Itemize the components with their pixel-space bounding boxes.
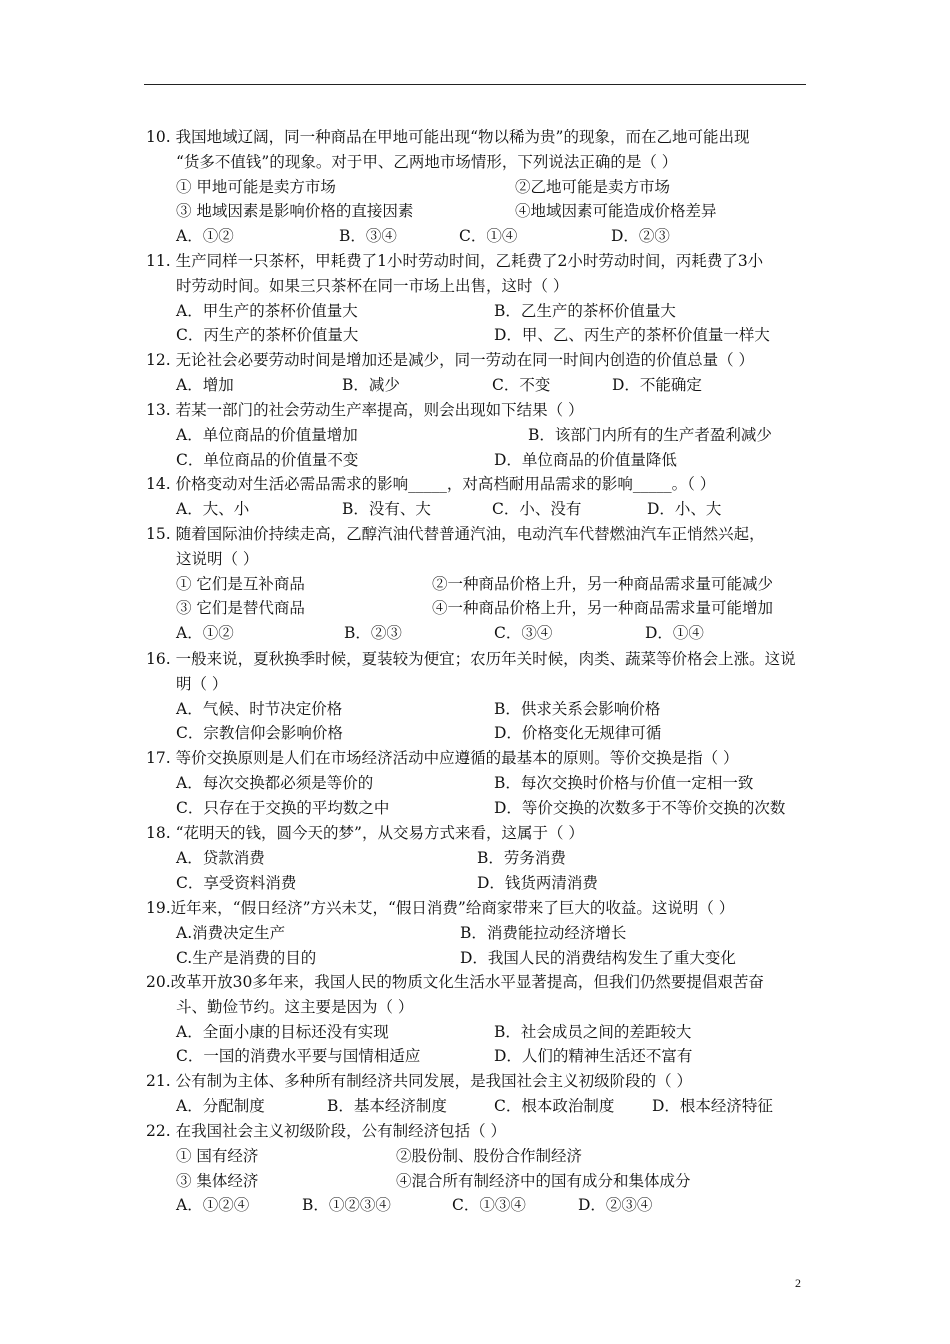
question-number: 13. [146,401,171,419]
option: C.生产是消费的目的 [176,948,317,967]
question-16 [146,647,810,746]
option: C．只存在于交换的平均数之中 [176,798,390,817]
option: A．全面小康的目标还没有实现 [176,1022,389,1041]
option: A.消费决定生产 [176,923,286,942]
option: B．②③ [344,624,402,643]
question-stem-line: 生产同样一只茶杯，甲耗费了1小时劳动时间，乙耗费了2小时劳动时间，丙耗费了3小 [175,252,764,270]
option: D．小、大 [647,499,722,518]
page-number: 2 [795,1276,801,1290]
option: C．宗教信仰会影响价格 [176,724,343,743]
option: C．不变 [492,375,551,394]
option: B．减少 [342,375,400,394]
question-stem-line: 我国地域辽阔，同一种商品在甲地可能出现“物以稀为贵”的现象，而在乙地可能出现 [175,128,750,146]
question-number: 14. [146,475,171,493]
question-number: 19. [146,899,171,917]
option: A．每次交换都必须是等价的 [176,773,374,792]
option: ④地域因素可能造成价格差异 [515,202,717,221]
option: D．根本经济特征 [652,1096,773,1115]
option: D．单位商品的价值量降低 [494,450,677,469]
option: B．消费能拉动经济增长 [460,923,627,942]
option: ②乙地可能是卖方市场 [515,177,671,196]
option: B．基本经济制度 [327,1096,447,1115]
option: C．①③④ [452,1196,526,1215]
question-number: 17. [146,749,171,767]
question-stem-line: 这说明（ ） [176,549,259,568]
question-number: 15. [146,525,171,543]
question-stem: 价格变动对生活必需品需求的影响_____，对高档耐用品需求的影响_____。（ ） [175,475,716,493]
question-stem: 在我国社会主义初级阶段，公有制经济包括（ ） [175,1122,507,1140]
question-stem: 等价交换原则是人们在市场经济活动中应遵循的最基本的原则。等价交换是指（ ） [175,749,739,767]
question-stem-line: 一般来说，夏秋换季时候，夏装较为便宜；农历年关时候，肉类、蔬菜等价格会上涨。这说 [175,650,796,668]
question-20 [146,970,810,1069]
question-stem-line: “货多不值钱”的现象。对于甲、乙两地市场情形，下列说法正确的是（ ） [176,152,678,171]
question-stem-line: 随着国际油价持续走高，乙醇汽油代替普通汽油，电动汽车代替燃油汽车正悄然兴起， [175,525,765,543]
option: B．①②③④ [302,1196,391,1215]
question-17 [146,746,810,820]
question-22 [146,1119,810,1218]
question-13 [146,398,810,472]
option: B．每次交换时价格与价值一定相一致 [494,773,754,792]
option: B．没有、大 [342,499,431,518]
option: ① 甲地可能是卖方市场 [176,177,336,196]
option: D．钱货两清消费 [477,873,598,892]
question-stem: 近年来，“假日经济”方兴未艾，“假日消费”给商家带来了巨大的收益。这说明（ ） [170,899,735,917]
question-10 [146,125,810,249]
option: ③ 它们是替代商品 [176,599,305,618]
option: C．根本政治制度 [494,1096,615,1115]
question-number: 10. [146,128,171,146]
option: A．贷款消费 [176,848,265,867]
option: ① 国有经济 [176,1146,259,1165]
option: A．①②④ [176,1196,250,1215]
option: D．②③④ [578,1196,653,1215]
option: A．①② [176,624,234,643]
question-stem-line: 斗、勤俭节约。这主要是因为（ ） [176,997,414,1016]
option: B．劳务消费 [477,848,566,867]
option: D．我国人民的消费结构发生了重大变化 [460,948,736,967]
question-stem: 若某一部门的社会劳动生产率提高，则会出现如下结果（ ） [175,401,584,419]
option: ④混合所有制经济中的国有成分和集体成分 [396,1171,691,1190]
question-number: 21. [146,1072,171,1090]
option: B．③④ [339,227,397,246]
option: C．③④ [494,624,553,643]
question-number: 22. [146,1122,171,1140]
option: D．价格变化无规律可循 [494,724,662,743]
option: D．人们的精神生活还不富有 [494,1047,693,1066]
option: C．小、没有 [492,499,582,518]
option: ③ 集体经济 [176,1171,259,1190]
option: B．乙生产的茶杯价值量大 [494,301,676,320]
option: ②一种商品价格上升，另一种商品需求量可能减少 [432,574,774,593]
question-stem: 无论社会必要劳动时间是增加还是减少，同一劳动在同一时间内创造的价值总量（ ） [175,351,755,369]
question-19 [146,896,810,970]
option: C．丙生产的茶杯价值量大 [176,326,359,345]
option: A．气候、时节决定价格 [176,699,343,718]
option: A．①② [176,227,234,246]
option: A．单位商品的价值量增加 [176,425,358,444]
option: ③ 地域因素是影响价格的直接因素 [176,202,414,221]
option: A．分配制度 [176,1096,265,1115]
question-number: 20. [146,973,171,991]
option: D．不能确定 [612,375,702,394]
option: C．享受资料消费 [176,873,297,892]
question-number: 16. [146,650,171,668]
question-15 [146,522,810,646]
option: A．大、小 [176,499,250,518]
question-18 [146,821,810,895]
option: A．增加 [176,375,234,394]
option: D．②③ [611,227,670,246]
question-14 [146,472,810,522]
option: C．单位商品的价值量不变 [176,450,359,469]
question-stem: 公有制为主体、多种所有制经济共同发展，是我国社会主义初级阶段的（ ） [175,1072,693,1090]
option: B．社会成员之间的差距较大 [494,1022,692,1041]
question-stem-line: 明（ ） [176,674,228,693]
option: C．①④ [459,227,518,246]
option: B．该部门内所有的生产者盈利减少 [528,425,772,444]
question-number: 12. [146,351,171,369]
option: D．①④ [645,624,704,643]
option: ① 它们是互补商品 [176,574,305,593]
option: ④一种商品价格上升，另一种商品需求量可能增加 [432,599,774,618]
question-12 [146,348,810,398]
question-number: 18. [146,824,171,842]
question-stem: “花明天的钱，圆今天的梦”，从交易方式来看，这属于（ ） [175,824,584,842]
question-11 [146,249,810,348]
option: B．供求关系会影响价格 [494,699,661,718]
option: ②股份制、股份合作制经济 [396,1146,583,1165]
question-stem-line: 时劳动时间。如果三只茶杯在同一市场上出售，这时（ ） [176,276,569,295]
question-number: 11. [146,252,171,270]
header-rule [144,84,806,85]
option: A．甲生产的茶杯价值量大 [176,301,358,320]
option: D．等价交换的次数多于不等价交换的次数 [494,798,786,817]
question-21 [146,1069,810,1119]
question-stem-line: 改革开放30多年来，我国人民的物质文化生活水平显著提高，但我们仍然要提倡艰苦奋 [170,973,764,991]
option: D．甲、乙、丙生产的茶杯价值量一样大 [494,326,770,345]
option: C．一国的消费水平要与国情相适应 [176,1047,421,1066]
